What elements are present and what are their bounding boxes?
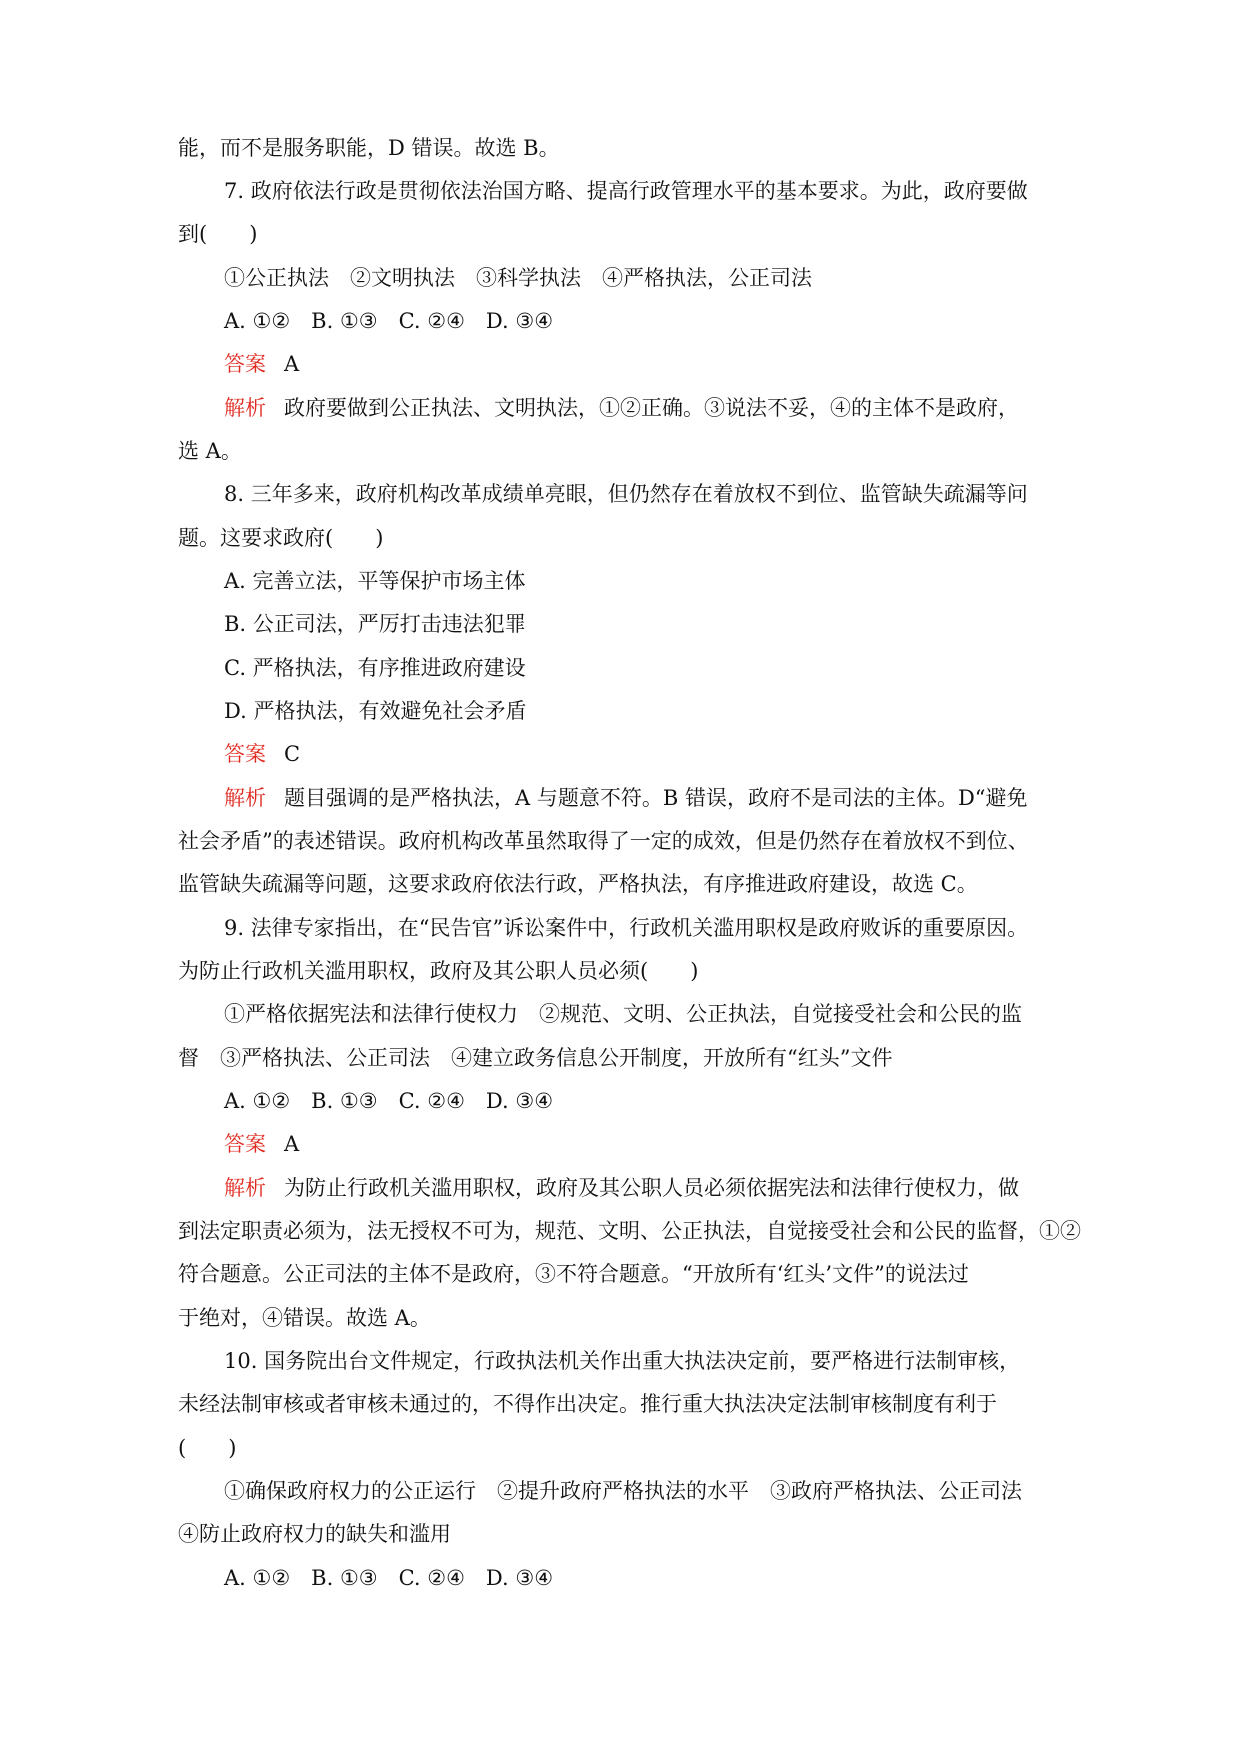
text-line [224, 479, 1028, 509]
text-line [224, 349, 299, 379]
line-text: A. ①② B. ①③ C. ②④ D. ③④ [224, 1089, 554, 1113]
text-line [178, 523, 383, 553]
text-line [178, 1519, 451, 1549]
line-text: D. 严格执法，有效避免社会矛盾 [224, 699, 527, 723]
text-line [178, 1043, 892, 1073]
line-text: ④防止政府权力的缺失和滥用 [178, 1522, 451, 1546]
line-text: 题目强调的是严格执法，A 与题意不符。B 错误，政府不是司法的主体。D“避免 [284, 786, 1028, 810]
text-line [178, 1389, 997, 1419]
line-text: 到( ) [178, 222, 258, 246]
text-line [178, 219, 257, 249]
text-line [178, 436, 242, 466]
text-line [224, 1476, 1022, 1506]
text-line [224, 263, 812, 293]
text-line [224, 783, 1028, 813]
line-text: 到法定职责必须为，法无授权不可为，规范、文明、公正执法，自觉接受社会和公民的监督，①② [178, 1219, 1081, 1243]
line-text: 于绝对，④错误。故选 A。 [178, 1306, 431, 1330]
text-line [224, 393, 1019, 423]
line-text: ( ) [178, 1436, 237, 1460]
text-line [224, 306, 553, 336]
text-line [224, 913, 1028, 943]
analysis-label: 解析 [224, 786, 266, 810]
text-line [178, 1303, 431, 1333]
line-text: A [284, 1132, 300, 1156]
line-text: 政府要做到公正执法、文明执法，①②正确。③说法不妥，④的主体不是政府， [284, 396, 1019, 420]
text-line [224, 653, 526, 683]
answer-label: 答案 [224, 1132, 266, 1156]
line-text: 符合题意。公正司法的主体不是政府，③不符合题意。“开放所有‘红头’文件”的说法过 [178, 1262, 969, 1286]
line-text: A. 完善立法，平等保护市场主体 [224, 569, 526, 593]
line-text: 督 ③严格执法、公正司法 ④建立政务信息公开制度，开放所有“红头”文件 [178, 1046, 893, 1070]
text-line [224, 609, 526, 639]
text-line [178, 956, 698, 986]
line-text: 题。这要求政府( ) [178, 526, 384, 550]
text-line [178, 869, 978, 899]
text-line [224, 1173, 1019, 1203]
line-text: 为防止行政机关滥用职权，政府及其公职人员必须( ) [178, 959, 699, 983]
text-line [178, 1433, 236, 1463]
text-line [224, 1346, 1020, 1376]
answer-label: 答案 [224, 742, 266, 766]
text-line [224, 696, 526, 726]
text-line [178, 1216, 1081, 1246]
line-text: 7. 政府依法行政是贯彻依法治国方略、提高行政管理水平的基本要求。为此，政府要做 [224, 179, 1028, 203]
line-text: 监管缺失疏漏等问题，这要求政府依法行政，严格执法，有序推进政府建设，故选 C。 [178, 872, 978, 896]
text-line [178, 133, 560, 163]
line-text: 选 A。 [178, 439, 242, 463]
line-text: 8. 三年多来，政府机构改革成绩单亮眼，但仍然存在着放权不到位、监管缺失疏漏等问 [224, 482, 1028, 506]
answer-label: 答案 [224, 352, 266, 376]
text-line [178, 1259, 969, 1289]
line-text: B. 公正司法，严厉打击违法犯罪 [224, 612, 526, 636]
line-text: A. ①② B. ①③ C. ②④ D. ③④ [224, 1566, 554, 1590]
line-text: C [284, 742, 301, 766]
text-line [224, 739, 300, 769]
line-text: A [284, 352, 300, 376]
line-text: 未经法制审核或者审核未通过的，不得作出决定。推行重大执法决定法制审核制度有利于 [178, 1392, 997, 1416]
line-text: 能，而不是服务职能，D 错误。故选 B。 [178, 136, 560, 160]
text-line [224, 176, 1028, 206]
text-line [224, 999, 1022, 1029]
line-text: ①公正执法 ②文明执法 ③科学执法 ④严格执法，公正司法 [224, 266, 812, 290]
text-line [224, 1563, 553, 1593]
line-text: 10. 国务院出台文件规定，行政执法机关作出重大执法决定前，要严格进行法制审核， [224, 1349, 1021, 1373]
line-text: ①严格依据宪法和法律行使权力 ②规范、文明、公正执法，自觉接受社会和公民的监 [224, 1002, 1022, 1026]
analysis-label: 解析 [224, 396, 266, 420]
line-text: 社会矛盾”的表述错误。政府机构改革虽然取得了一定的成效，但是仍然存在着放权不到位、 [178, 829, 1029, 853]
text-line [178, 826, 1029, 856]
line-text: 9. 法律专家指出，在“民告官”诉讼案件中，行政机关滥用职权是政府败诉的重要原因。 [224, 916, 1029, 940]
line-text: 为防止行政机关滥用职权，政府及其公职人员必须依据宪法和法律行使权力，做 [284, 1176, 1019, 1200]
text-line [224, 566, 526, 596]
text-line [224, 1129, 299, 1159]
line-text: A. ①② B. ①③ C. ②④ D. ③④ [224, 309, 554, 333]
analysis-label: 解析 [224, 1176, 266, 1200]
line-text: ①确保政府权力的公正运行 ②提升政府严格执法的水平 ③政府严格执法、公正司法 [224, 1479, 1022, 1503]
text-line [224, 1086, 553, 1116]
line-text: C. 严格执法，有序推进政府建设 [224, 656, 526, 680]
